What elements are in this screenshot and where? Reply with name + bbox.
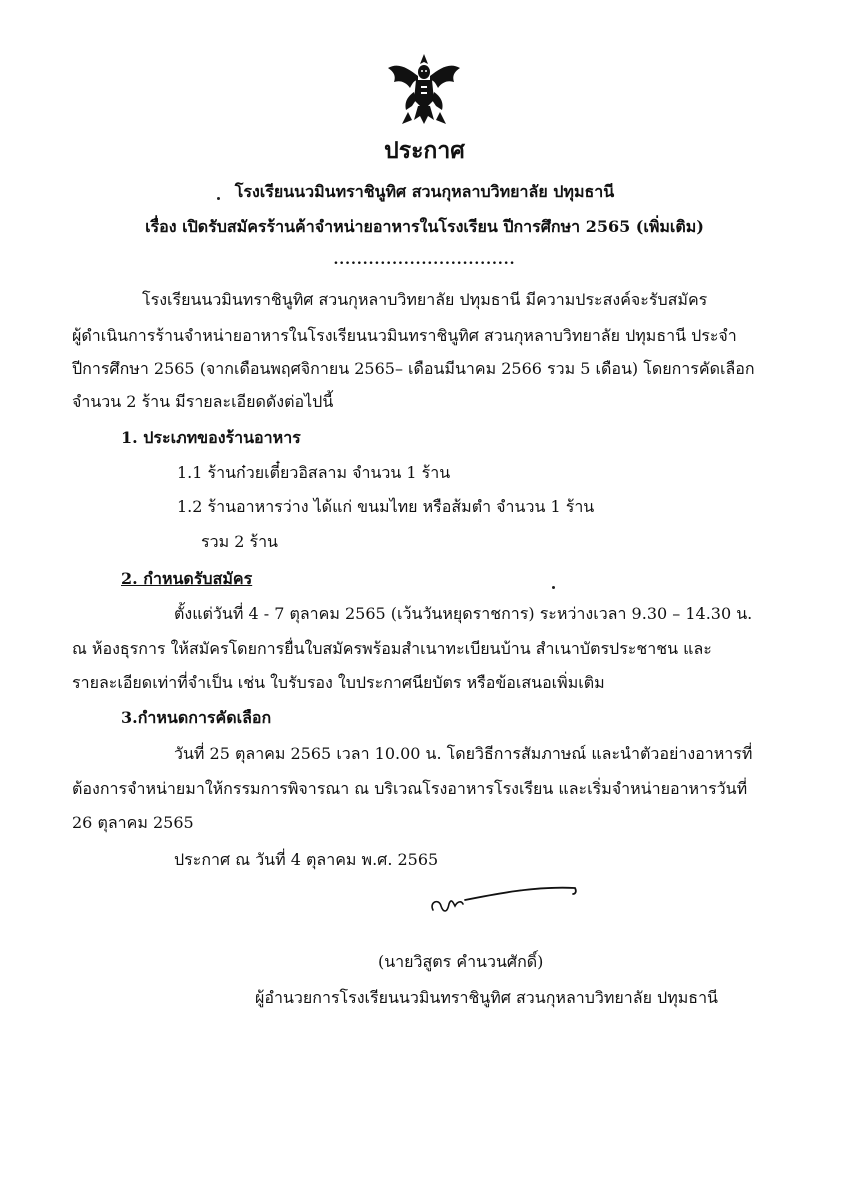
section-line: 26 ตุลาคม 2565 (72, 813, 194, 832)
section-heading-selection-schedule: 3.กำหนดการคัดเลือก (121, 708, 272, 727)
intro-line: จำนวน 2 ร้าน มีรายละเอียดดังต่อไปนี้ (72, 392, 334, 411)
scan-speck (552, 586, 555, 589)
section-heading-application-period: 2. กำหนดรับสมัคร (121, 569, 253, 588)
signer-name: (นายวิสูตร คำนวนศักดิ์) (378, 952, 544, 971)
scan-speck (217, 197, 220, 200)
section-line: ตั้งแต่วันที่ 4 - 7 ตุลาคม 2565 (เว้นวันหยุดราชการ) ระหว่างเวลา 9.30 – 14.30 น. (174, 604, 753, 623)
section-line: วันที่ 25 ตุลาคม 2565 เวลา 10.00 น. โดยวิธีการสัมภาษณ์ และนำตัวอย่างอาหารที่ (174, 744, 753, 763)
section-line: รายละเอียดเท่าที่จำเป็น เช่น ใบรับรอง ใบประกาศนียบัตร หรือข้อเสนอเพิ่มเติม (72, 673, 605, 692)
section-line: ณ ห้องธุรการ ให้สมัครโดยการยื่นใบสมัครพร้อมสำเนาทะเบียนบ้าน สำเนาบัตรประชาชน และ (72, 639, 712, 658)
intro-line: ผู้ดำเนินการร้านจำหน่ายอาหารในโรงเรียนนวมินทราชินูทิศ สวนกุหลาบวิทยาลัย ปทุมธานี ประจำ (72, 326, 737, 345)
section-line: ต้องการจำหน่ายมาให้กรรมการพิจารณา ณ บริเวณโรงอาหารโรงเรียน และเริ่มจำหน่ายอาหารวันที่ (72, 779, 748, 798)
section-heading-food-types: 1. ประเภทของร้านอาหาร (121, 428, 301, 447)
handwritten-signature (425, 880, 585, 930)
garuda-emblem-icon (384, 50, 464, 130)
list-item: 1.1 ร้านก๋วยเตี๋ยวอิสลาม จำนวน 1 ร้าน (177, 463, 451, 482)
total-line: รวม 2 ร้าน (201, 532, 278, 551)
intro-line: โรงเรียนนวมินทราชินูทิศ สวนกุหลาบวิทยาลัย ปทุมธานี มีความประสงค์จะรับสมัคร (142, 290, 708, 309)
school-name-line: โรงเรียนนวมินทราชินูทิศ สวนกุหลาบวิทยาลัย ปทุมธานี (234, 182, 615, 201)
document-title: ประกาศ (384, 137, 465, 164)
subject-line: เรื่อง เปิดรับสมัครร้านค้าจำหน่ายอาหารในโรงเรียน ปีการศึกษา 2565 (เพิ่มเติม) (145, 217, 704, 236)
list-item: 1.2 ร้านอาหารว่าง ได้แก่ ขนมไทย หรือส้มตำ จำนวน 1 ร้าน (177, 497, 595, 516)
announcement-date: ประกาศ ณ วันที่ 4 ตุลาคม พ.ศ. 2565 (174, 850, 439, 869)
signer-position: ผู้อำนวยการโรงเรียนนวมินทราชินูทิศ สวนกุหลาบวิทยาลัย ปทุมธานี (255, 988, 718, 1007)
dotted-divider: ............................... (333, 252, 516, 268)
intro-line: ปีการศึกษา 2565 (จากเดือนพฤศจิกายน 2565– เดือนมีนาคม 2566 รวม 5 เดือน) โดยการคัดเลือก (72, 359, 755, 378)
